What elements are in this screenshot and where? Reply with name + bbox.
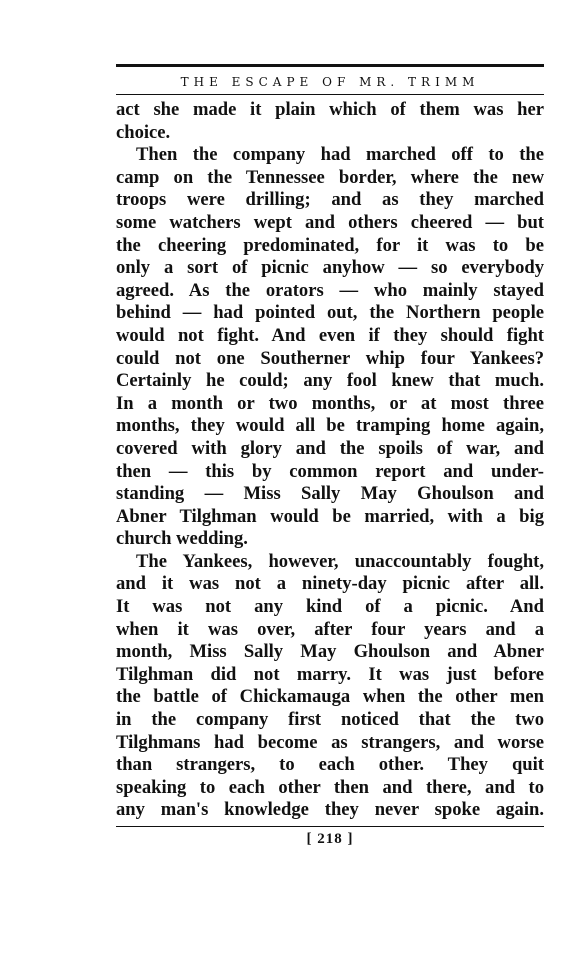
text-line: church wedding. xyxy=(116,528,248,550)
header-rule-thin xyxy=(116,94,544,95)
text-line: troops were drilling; and as they marched xyxy=(116,189,544,211)
text-line: would not fight. And even if they should fight xyxy=(116,324,544,346)
text-line: In a month or two months, or at most three xyxy=(116,392,544,414)
text-line: choice. xyxy=(116,121,171,143)
footer-rule xyxy=(116,826,544,827)
text-line: Certainly he could; any fool knew that much. xyxy=(116,370,544,392)
text-line: some watchers wept and others cheered — but xyxy=(116,211,544,233)
header-rule xyxy=(116,64,544,67)
text-line: Tilghman did not marry. It was just before xyxy=(116,663,544,685)
book-page xyxy=(116,64,544,848)
text-line: month, Miss Sally May Ghoulson and Abner xyxy=(116,641,544,663)
text-line: The Yankees, however, unaccountably fought, xyxy=(136,550,544,572)
body-text xyxy=(116,99,544,822)
text-line: the battle of Chickamauga when the other men xyxy=(116,686,544,708)
text-line: standing — Miss Sally May Ghoulson and xyxy=(116,483,544,505)
text-line: behind — had pointed out, the Northern people xyxy=(116,302,544,324)
text-line: when it was over, after four years and a xyxy=(116,618,544,640)
text-line: any man's knowledge they never spoke again. xyxy=(116,799,544,821)
text-line: speaking to each other then and there, and to xyxy=(116,776,544,798)
page-number: [ 218 ] xyxy=(306,831,354,847)
text-line: and it was not a ninety-day picnic after all. xyxy=(116,573,544,595)
text-line: Abner Tilghman would be married, with a big xyxy=(116,505,544,527)
running-head: THE ESCAPE OF MR. TRIMM xyxy=(180,75,480,89)
text-line: the cheering predominated, for it was to be xyxy=(116,234,544,256)
text-line: months, they would all be tramping home again, xyxy=(116,415,544,437)
text-line: could not one Southerner whip four Yankees? xyxy=(116,347,544,369)
text-line: Tilghmans had become as strangers, and worse xyxy=(116,731,544,753)
text-line: then — this by common report and under- xyxy=(116,460,544,482)
text-line: covered with glory and the spoils of war, and xyxy=(116,437,544,459)
text-line: Then the company had marched off to the xyxy=(136,144,544,166)
text-line: camp on the Tennessee border, where the new xyxy=(116,166,544,188)
text-line: than strangers, to each other. They quit xyxy=(116,754,544,776)
text-line: agreed. As the orators — who mainly stayed xyxy=(116,279,544,301)
text-line: only a sort of picnic anyhow — so everybody xyxy=(116,257,544,279)
text-line: act she made it plain which of them was her xyxy=(116,99,544,120)
text-line: in the company first noticed that the two xyxy=(116,709,544,731)
text-line: It was not any kind of a picnic. And xyxy=(116,596,544,618)
